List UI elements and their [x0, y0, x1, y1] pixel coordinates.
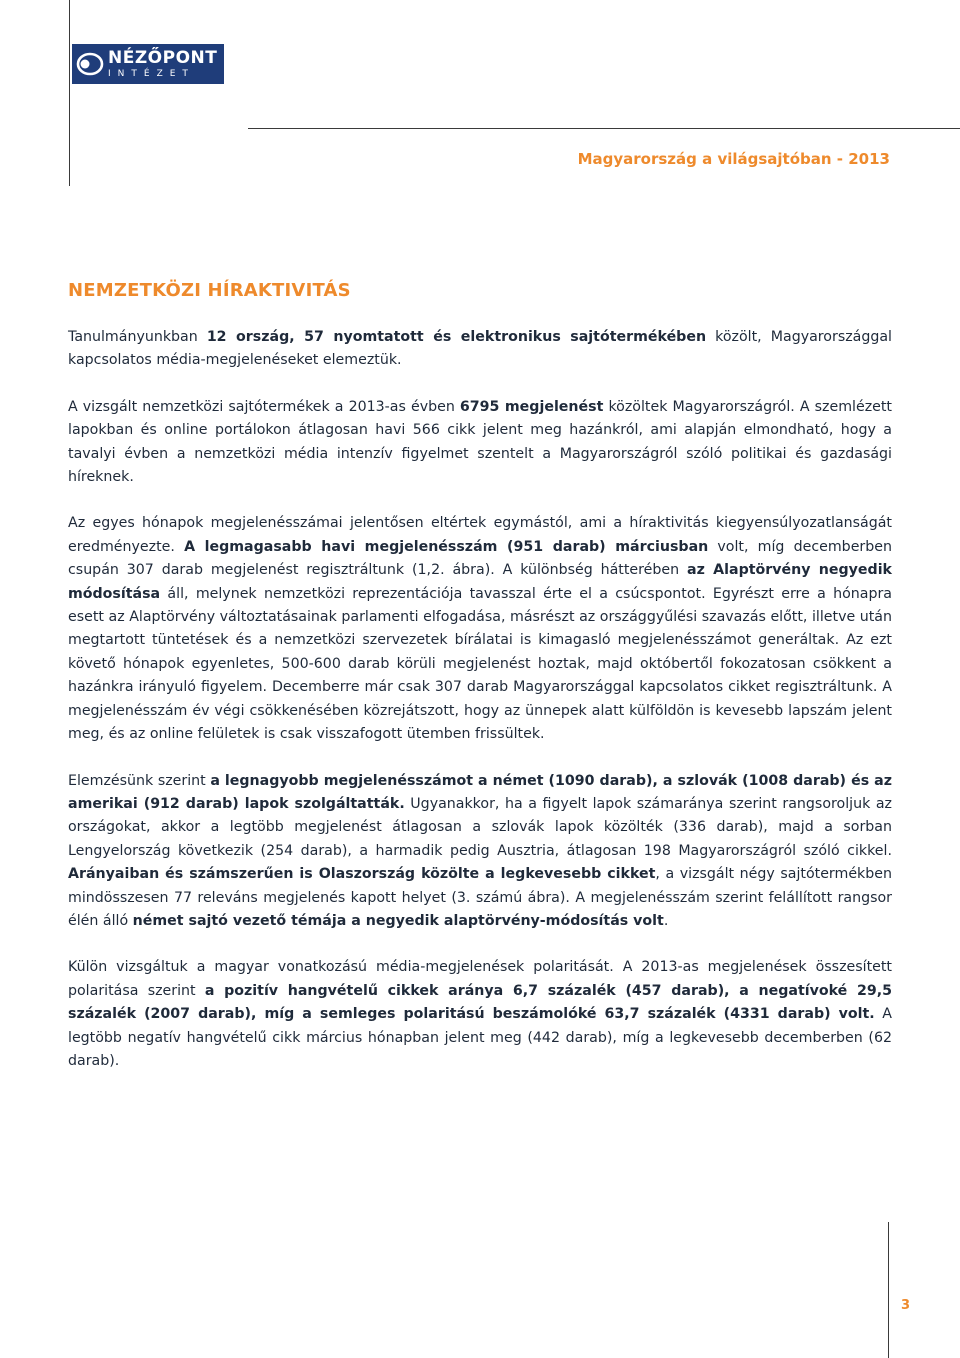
header-horizontal-rule — [248, 128, 960, 129]
paragraph-4: Elemzésünk szerint a legnagyobb megjelenésszámot a német (1090 darab), a szlovák (1008 darab) és az amerikai (912 darab) lapok szolgáltatták. Ugyanakkor, ha a figyelt lapok számaránya szerint rangsoroljuk az országokat, akkor a legtöbb megjelenést átlagosan a szlovák lapok közölték (336 darab), majd a sorban Lengyelország következik (254 darab), a harmadik pedig Ausztria, átlagosan 198 Magyarországról szóló cikkel. Arányaiban és számszerűen is Olaszország közölte a legkevesebb cikket, a vizsgált négy sajtótermékben mindösszesen 77 releváns megjelenés kapott helyet (3. számú ábra). A megjelenésszám szerint felállított rangsor élén álló német sajtó vezető témája a negyedik alaptörvény-módosítás volt. — [68, 772, 893, 929]
paragraph-5: Külön vizsgáltuk a magyar vonatkozású média-megjelenések polaritását. A 2013-as megjelenések összesített polaritása szerint a pozitív hangvételű cikkek aránya 6,7 százalék (457 darab), a negatívoké 29,5 százalék (2007 darab), míg a semleges polaritású beszámolóké 63,7 százalék (4331 darab) volt. A legtöbb negatív hangvételű cikk március hónapban jelent meg (442 darab), míg a legkevesebb decemberben (62 darab). — [68, 959, 893, 1069]
body-text — [68, 326, 892, 1096]
page-number: 3 — [901, 1298, 911, 1313]
nezopont-logo — [72, 44, 224, 84]
paragraph-3: Az egyes hónapok megjelenésszámai jelentősen eltértek egymástól, ami a híraktivitás kiegyensúlyozatlanságát eredményezte. A legmagasabb havi megjelenésszám (951 darab) márciusban volt, míg decemberben csupán 307 darab megjelenést regisztráltunk (1,2. ábra). A különbség hátterében az Alaptörvény negyedik módosítása áll, melynek nemzetközi reprezentációja tavasszal érte el a csúcspontot. Egyrészt erre a hónapra esett az Alaptörvény változtatásainak parlamenti elfogadása, másrészt az országgyűlési szavazás előtt, illetve után megtartott tüntetések és a nemzetközi szervezetek bírálatai is kimagasló megjelenésszámot generáltak. Az ezt követő hónapok egyenletes, 500-600 darab körüli megjelenést hoztak, majd októbertől fokozatosan csökkent a hazánkra irányuló figyelem. Decemberre már csak 307 darab Magyarországgal kapcsolatos cikket regisztráltunk. A megjelenésszám év végi csökkenésében közrejátszott, hogy az ünnepek alatt külföldön is kevesebb lapszám jelent meg, és az online felületek is csak visszafogott ütemben frissültek. — [68, 515, 892, 743]
logo-name: NÉZŐPONT — [108, 47, 218, 68]
logo-subtitle: INTÉZET — [108, 68, 195, 79]
header-vertical-rule — [69, 0, 70, 186]
paragraph-1: Tanulmányunkban 12 ország, 57 nyomtatott és elektronikus sajtótermékében közölt, Magyarországgal kapcsolatos média-megjelenéseket elemeztük. — [68, 329, 893, 369]
footer-vertical-rule — [888, 1222, 889, 1358]
section-title: NEMZETKÖZI HÍRAKTIVITÁS — [68, 280, 351, 301]
eye-logo-icon — [72, 44, 108, 84]
paragraph-2: A vizsgált nemzetközi sajtótermékek a 2013-as évben 6795 megjelenést közöltek Magyarországról. A szemlézett lapokban és online portálokon átlagosan havi 566 cikk jelent meg hazánkról, ami alapján elmondható, hogy a tavalyi évben a nemzetközi média intenzív figyelmet szentelt a Magyarországról szóló politikai és gazdasági híreknek. — [68, 398, 892, 486]
running-title: Magyarország a világsajtóban - 2013 — [577, 150, 890, 168]
